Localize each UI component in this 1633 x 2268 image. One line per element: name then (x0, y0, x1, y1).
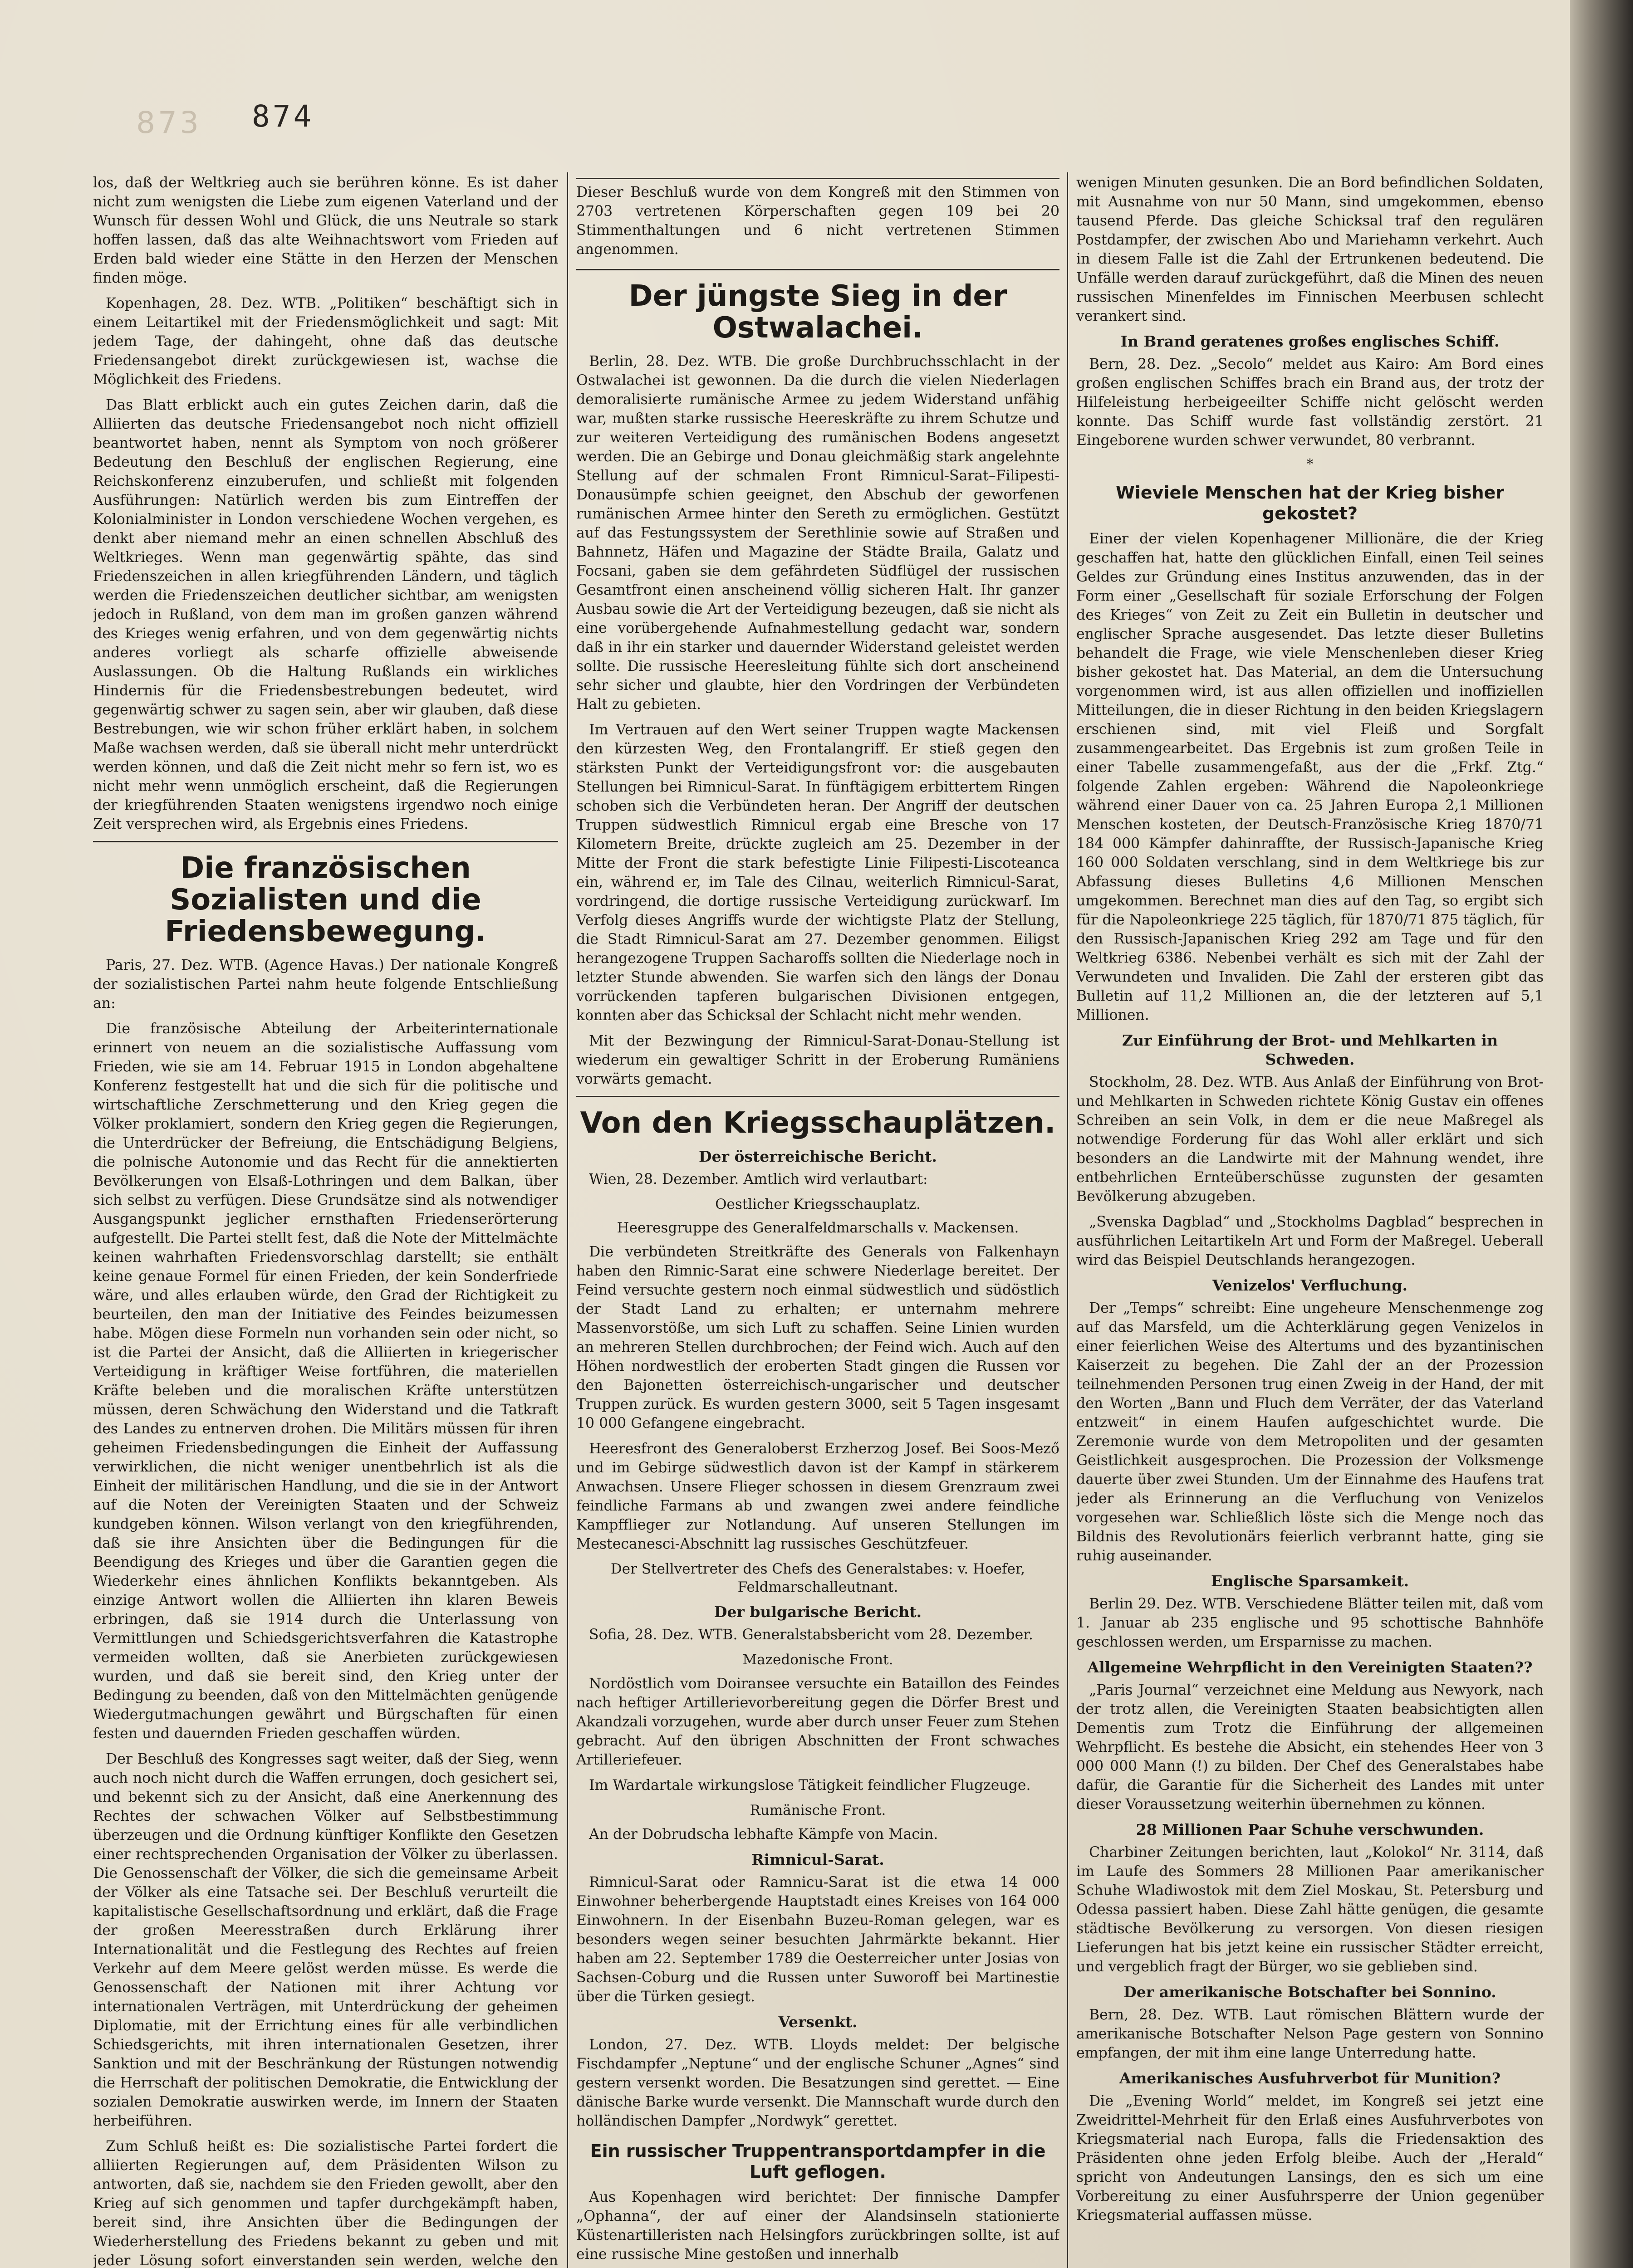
article-text: An der Dobrudscha lebhafte Kämpfe von Macin. (589, 1826, 938, 1843)
article-text: Zum Schluß heißt es: Die sozialistische Partei fordert die alliierten Regierungen auf, dem Präsidenten Wilson zu antworten, daß sie, nachdem sie den Frieden gewollt, aber den Krieg auf sich genommen und tapfer durchgekämpft haben, bereit sind, ihre Ansichten über die Bedingungen der Wiederherstellung des Friedens bekannt zu geben und mit jeder Lösung sofort einverstanden sein werden, welche den (93, 2138, 558, 2268)
article-text: Aus Kopenhagen wird berichtet: Der finnische Dampfer „Ophanna“, der auf einer der Alandsinseln stationierte Küstenartilleristen nach Helsingfors zurückbringen sollte, ist auf eine russische Mine gestoßen und innerhalb (576, 2189, 1059, 2263)
section-heading: Der österreichische Bericht. (698, 1148, 937, 1165)
section-heading: Der amerikanische Botschafter bei Sonnino. (1123, 1983, 1496, 2001)
star-separator: * (1306, 456, 1314, 472)
headline-socialists: Die französischen Sozialisten und die Friedensbewegung. (165, 851, 486, 948)
article-text: Dieser Beschluß wurde von dem Kongreß mit den Stimmen von 2703 vertretenen Körperschaften gegen 109 bei 20 Stimmenthaltungen und 6 nicht vertretenen Stimmen angenommen. (576, 184, 1059, 258)
centered-line: Mazedonische Front. (742, 1652, 893, 1668)
article-text: Der Beschluß des Kongresses sagt weiter, daß der Sieg, wenn auch noch nicht durch die Waffen errungen, doch gesichert sei, und bekennt sich zu der Ansicht, daß eine Anerkennung des Rechtes der schwachen Völker auf Selbstbestimmung überzeugen und die Ordnung künftiger Konflikte den Gesetzen einer rechtsprechenden Organisation der Völker zu überlassen. Die Genossenschaft der Völker, die sich die gemeinsame Arbeit der Völker als eine Tatsache sei. Der Beschluß verurteilt die kapitalistische Gesellschaftsordnung und erklärt, daß die Frage der großen Meeresstraßen durch Erklärung ihrer Internationalität und die Festlegung des Rechtes auf freien Verkehr auf dem Meere gelöst werden müsse. Es werde die Genossenschaft der Nationen mit ihrer Achtung vor internationalen Verträgen, mit Unterdrückung der geheimen Diplomatie, mit der Errichtung eines für alle verbindlichen Schiedsgerichts, mit ihren internationalen Gesetzen, ihrer Sanktion und mit der Beschränkung der Rüstungen notwendig die Herrschaft der politischen Demokratie, die Entwicklung der sozialen Demokratie auswirken werde, im Innern der Staaten herbeiführen. (93, 1751, 558, 2129)
article-text: Im Wardartale wirkungslose Tätigkeit feindlicher Flugzeuge. (589, 1777, 1031, 1794)
article-text: Charbiner Zeitungen berichten, laut „Kolokol“ Nr. 3114, daß im Laufe des Sommers 28 Millionen Paar amerikanischer Schuhe Wladiwostok mit dem Ziel Moskau, St. Petersburg und Odessa passiert haben. Diese Zahl hätte genügen, die gesamte städtische Bevölkerung zu versorgen. Von diesen riesigen Lieferungen hat bis jetzt keine ein russischer Städter erreicht, und vergeblich fragt der Bürger, wo sie geblieben sind. (1076, 1844, 1544, 1975)
headline-transport: Ein russischer Truppentransportdampfer in die Luft geflogen. (590, 2141, 1046, 2182)
headline-casualties: Wieviele Menschen hat der Krieg bisher gekostet? (1115, 483, 1505, 523)
column-3 (1076, 173, 1544, 2268)
section-heading: Zur Einführung der Brot- und Mehlkarten in Schweden. (1122, 1031, 1498, 1068)
article-text: Rimnicul-Sarat oder Ramnicu-Sarat ist die etwa 14 000 Einwohner beherbergende Hauptstadt eines Kreises von 164 000 Einwohnern. In der Eisenbahn Buzeu-Roman gelegen, war es besonders wegen seiner besuchten Jahrmärkte bekannt. Hier haben am 22. September 1789 die Oesterreicher unter Josias von Sachsen-Coburg und die Russen unter Suworoff bei Martinestie über die Türken gesiegt. (576, 1874, 1059, 2005)
article-text: „Svenska Dagblad“ und „Stockholms Dagblad“ besprechen in ausführlichen Leitartikeln Art und Form der Maßregel. Ueberall wird das Beispiel Deutschlands herangezogen. (1076, 1214, 1544, 1268)
column-1 (93, 173, 558, 2268)
headline-kriegsschauplaetze: Von den Kriegsschauplätzen. (580, 1106, 1056, 1140)
article-text: Wien, 28. Dezember. Amtlich wird verlautbart: (589, 1171, 928, 1188)
section-heading: Englische Sparsamkeit. (1211, 1572, 1409, 1590)
article-text: Die französische Abteilung der Arbeiterinternationale erinnert von neuem an die sozialistische Auffassung vom Frieden, wie sie am 14. Februar 1915 in London abgehaltene Konferenz festgestellt hat und die sich für die politische und wirtschaftliche Zerschmetterung und den Krieg gegen die Völker proklamiert, sondern den Krieg gegen die Regierungen, die Unterdrücker der Befreiung, die Entschädigung Belgiens, die polnische Autonomie und das Recht für die annektierten Bevölkerungen von Elsaß-Lothringen und dem Balkan, über sich selbst zu verfügen. Diese Grundsätze sind als notwendiger Ausgangspunkt jeglicher ernsthaften Friedenserörterung aufgestellt. Die Partei stellt fest, daß die Note der Mittelmächte keinen wahrhaften Friedensvorschlag darstellt; sie enthält keine genaue Formel für einen Frieden, der kein Sonderfriede wäre, und alles erlauben würde, den Grad der Richtigkeit zu beurteilen, den man der Initiative des Feindes beizumessen habe. Mögen diese Formeln nun vorhanden sein oder nicht, so ist die Partei der Ansicht, daß die Alliierten in kriegerischer Verteidigung in kräftiger Weise fortführen, die materiellen Kräfte beleben und die moralischen Kräfte unterstützen müssen, deren Schwächung den Widerstand und die Tatkraft des Landes zu entnerven drohen. Die Militärs müssen für ihren geheimen Friedensbedingungen die Einheit der Auffassung verwirklichen, die nicht weniger unentbehrlich ist als die Einheit der militärischen Handlung, und die sie in der Antwort auf die Noten der Vereinigten Staaten und der Schweiz kundgeben können. Wilson verlangt von den kriegführenden, daß sie ihre Ansichten über die Bedingungen für die Beendigung des Krieges und über die Garantien gegen die Wiederkehr eines ähnlichen Konflikts bekanntgeben. Als einzige Antwort wollen die Alliierten ihn klaren Beweis erbringen, daß sie 1914 durch die Unterlassung von Vermittlungen und Schiedsgerichtsverfahren die Katastrophe vermeiden wollten, daß sie Anerbieten zurückgewiesen wurden, und daß sie bereit sind, den Krieg unter der Bedingung zu beenden, daß von den Mittelmächten genügende Wiedergutmachungen gewährt und Bürgschaften für einen festen und dauernden Frieden geschaffen würden. (93, 1021, 558, 1742)
article-text: Stockholm, 28. Dez. WTB. Aus Anlaß der Einführung von Brot- und Mehlkarten in Schweden richtete König Gustav ein offenes Schreiben an sein Volk, in dem er die neue Maßregel als notwendige Forderung für das Wohl aller erklärt und sich besonders an die Landwirte mit der Mahnung wendet, ihre entbehrlichen Ernteüberschüsse zugunsten der gesamten Bevölkerung abzugeben. (1076, 1074, 1544, 1205)
article-text: Einer der vielen Kopenhagener Millionäre, die der Krieg geschaffen hat, hatte den glücklichen Einfall, einen Teil seines Geldes zur Gründung eines Institus anzuwenden, das in der Form einer „Gesellschaft für soziale Erforschung der Folgen des Krieges“ von Zeit zu Zeit ein Bulletin in deutscher und englischer Sprache ausgesendet. Das letzte dieser Bulletins behandelt die Frage, wie viele Menschenleben dieser Krieg bisher gekostet hat. Das Material, an dem die Untersuchung vorgenommen wird, ist aus allen offiziellen und inoffiziellen Mitteilungen, die in dieser Richtung in den beiden Kriegslagern erschienen sind, mit viel Fleiß und Sorgfalt zusammengearbeitet. Das Ergebnis ist zum großen Teile in einer Tabelle zusammengefaßt, aus der die „Frkf. Ztg.“ folgende Zahlen ergeben: Während die Napoleonkriege während einer Dauer von ca. 25 Jahren Europa 2,1 Millionen Menschen kosteten, der Deutsch-Französische Krieg 1870/71 184 000 Kämpfer dahinraffte, der Russisch-Japanische Krieg 160 000 Soldaten verschlang, sind in dem Weltkriege bis zur Abfassung dieses Bulletins 4,6 Millionen Menschen umgekommen. Berechnet man dies auf den Tag, so ergibt sich für die Napoleonkriege 225 täglich, für 1870/71 875 täglich, für den Russisch-Japanischen Krieg 292 am Tage und für den Weltkrieg 6386. Nebenbei verhält es sich mit der Zahl der Verwundeten und Invaliden. Die Zahl der ersteren gibt das Bulletin auf 11,2 Millionen an, die der letzteren auf 5,1 Millionen. (1076, 531, 1544, 1023)
column-rule-left (567, 172, 568, 2268)
page-edge-shadow (1570, 0, 1633, 2268)
section-heading: Amerikanisches Ausfuhrverbot für Munition? (1119, 2069, 1501, 2087)
section-heading: In Brand geratenes großes englisches Schiff. (1120, 332, 1500, 350)
headline-ostwalachei: Der jüngste Sieg in der Ostwalachei. (628, 279, 1007, 345)
article-text: los, daß der Weltkrieg auch sie berühren könne. Es ist daher nicht zum wenigsten die Liebe zum eigenen Vaterland und der Wunsch für dessen Wohl und Glück, die uns Neutrale so stark hoffen lassen, daß das alte Weihnachtswort vom Frieden auf Erden bald wieder eine Stätte in den Herzen der Menschen finden möge. (93, 175, 558, 286)
article-text: London, 27. Dez. WTB. Lloyds meldet: Der belgische Fischdampfer „Neptune“ und der englische Schuner „Agnes“ sind gestern versenkt worden. Die Besatzungen sind gerettet. — Eine dänische Barke wurde versenkt. Die Mannschaft wurde durch den holländischen Dampfer „Nordwyk“ gerettet. (576, 2037, 1059, 2129)
section-heading: 28 Millionen Paar Schuhe verschwunden. (1136, 1821, 1484, 1838)
section-heading: Der bulgarische Bericht. (714, 1603, 922, 1621)
article-text: Berlin, 28. Dez. WTB. Die große Durchbruchsschlacht in der Ostwalachei ist gewonnen. Da die durch die vielen Niederlagen demoralisierte rumänische Armee zu jedem Widerstand unfähig war, mußten starke russische Heereskräfte zu ihrem Schutze und zur weiteren Verteidigung des rumänischen Bodens angesetzt werden. Die an Gebirge und Donau gleichmäßig stark angelehnte Stellung auf der schmalen Front Rimnicul-Sarat–Filipesti-Donausümpfe schien geeignet, den Abschub der geworfenen rumänischen Armee hinter den Sereth zu ermöglichen. Gestützt auf das Festungssystem der Serethlinie sowie auf Straßen und Bahnnetz, Häfen und Magazine der Städte Braila, Galatz und Focsani, gaben sie dem gefährdeten Südflügel der russischen Gesamtfront einen anscheinend völlig sicheren Halt. Ihr ganzer Ausbau sowie die Art der Verteidigung bezeugen, daß sie nicht als eine vorübergehende Aufnahmestellung gedacht war, sondern daß in ihr ein starker und dauernder Widerstand geleistet werden sollte. Die russische Heeresleitung fühlte sich dort anscheinend sehr sicher und glaubte, hier den Vordringen der Verbündeten Halt zu gebieten. (576, 353, 1059, 713)
article-text: Kopenhagen, 28. Dez. WTB. „Politiken“ beschäftigt sich in einem Leitartikel mit der Friedensmöglichkeit und sagt: Mit jedem Tage, der dahingeht, ohne daß das deutsche Friedensangebot direkt zurückgewiesen ist, wachse die Möglichkeit des Friedens. (93, 295, 558, 388)
divider (576, 1096, 1059, 1097)
centered-line: Oestlicher Kriegsschauplatz. (715, 1196, 921, 1212)
centered-line: Rumänische Front. (750, 1802, 886, 1818)
article-text: Heeresfront des Generaloberst Erzherzog Josef. Bei Soos-Mező und im Gebirge südwestlich davon ist der Kampf in stärkerem Anwachsen. Unsere Flieger schossen in diesem Grenzraum zwei feindliche Farmans ab und zwangen zwei andere feindliche Kampfflieger zur Notlandung. Auf unseren Stellungen im Mestecanesci-Abschnitt lag russisches Geschützfeuer. (576, 1441, 1059, 1552)
faded-page-stamp: 873 (136, 105, 201, 140)
article-text: Im Vertrauen auf den Wert seiner Truppen wagte Mackensen den kürzesten Weg, den Frontalangriff. Er stieß gegen den stärksten Punkt der Verteidigungsfront vor: die ausgebauten Stellungen bei Rimnicul-Sarat. In fünftägigem erbittertem Ringen schoben sich die Verbündeten heran. Der Angriff der deutschen Truppen südwestlich Rimnicul ergab eine Bresche von 17 Kilometern Breite, drückte zugleich am 25. Dezember in der Mitte der Front die stark befestigte Linie Filipesti-Liscoteanca ein, während er, im Tale des Cilnau, weiterlich Rimnicul-Sarat, vordringend, die dortige russische Verteidigung zurückwarf. Im Verfolg dieses Angriffs wurde der wichtigste Platz der Stellung, die Stadt Rimnicul-Sarat am 27. Dezember genommen. Eiligst herangezogene Truppen Sacharoffs sollten die Niederlage noch in letzter Stunde abwenden. Sie warfen sich den längs der Donau vorrückenden tapferen bulgarischen Divisionen entgegen, konnten aber das Schicksal der Schlacht nicht mehr wenden. (576, 722, 1059, 1024)
section-heading: Allgemeine Wehrpflicht in den Vereinigten Staaten?? (1087, 1658, 1533, 1676)
centered-line: Heeresgruppe des Generalfeldmarschalls v. Mackensen. (617, 1220, 1019, 1236)
article-text: Nordöstlich vom Doiransee versuchte ein Bataillon des Feindes nach heftiger Artillerievorbereitung gegen die Dörfer Brest und Akandzali vorzugehen, wurde aber durch unser Feuer zum Stehen gebracht. Auf den übrigen Abschnitten der Front schwaches Artilleriefeuer. (576, 1676, 1059, 1768)
column-2 (576, 173, 1059, 2268)
article-text: Berlin 29. Dez. WTB. Verschiedene Blätter teilen mit, daß vom 1. Januar ab 235 englische und 95 schottische Bahnhöfe geschlossen werden, um Ersparnisse zu machen. (1076, 1596, 1544, 1650)
article-text: Bern, 28. Dez. „Secolo“ meldet aus Kairo: Am Bord eines großen englischen Schiffes brach ein Brand aus, der trotz der Hilfeleistung herbeigeeilter Schiffe nicht gelöscht werden konnte. Das Schiff wurde fast vollständig zerstört. 21 Eingeborene wurden schwer verwundet, 80 verbrannt. (1076, 356, 1544, 449)
section-heading: Venizelos' Verfluchung. (1212, 1276, 1408, 1294)
column-rule-right (1067, 172, 1068, 2268)
article-text: Der „Temps“ schreibt: Eine ungeheure Menschenmenge zog auf das Marsfeld, um die Achterklärung gegen Venizelos in einer feierlichen Weise des Altertums und des byzantinischen Kaiserzeit zu begehen. Die Zahl der an der Prozession teilnehmenden Personen trug einen Zweig in der Hand, der mit den Worten „Bann und Fluch dem Verräter, der das Vaterland entzweit“ in einem Haufen aufgeschichtet wurde. Die Zeremonie wurde von dem Metropoliten und der gesamten Geistlichkeit ausgesprochen. Die Prozession der Volksmenge dauerte über zwei Stunden. Um der Einnahme des Haufens trat jeder als Erinnerung an die Verfluchung von Venizelos vorgesehen war. Schließlich löste sich die Menge noch das Bildnis des Revolutionärs feierlich verbrannt hatte, ging sie ruhig auseinander. (1076, 1300, 1544, 1564)
article-text: Mit der Bezwingung der Rimnicul-Sarat-Donau-Stellung ist wiederum ein gewaltiger Schritt in der Eroberung Rumäniens vorwärts gemacht. (576, 1033, 1059, 1087)
article-text: Das Blatt erblickt auch ein gutes Zeichen darin, daß die Alliierten das deutsche Friedensangebot noch nicht offiziell beantwortet haben, nennt als Symptom von noch größerer Bedeutung den Beschluß der englischen Regierung, eine Reichskonferenz einzuberufen, und schließt mit folgenden Ausführungen: Natürlich werden bis zum Eintreffen der Kolonialminister in London verschiedene Wochen vergehen, es denkt aber niemand mehr an einen schnellen Abschluß des Weltkrieges. Wenn man gegenwärtig spähte, das sind Friedenszeichen in allen kriegführenden Ländern, und täglich werden die Friedenszeichen deutlicher sichtbar, am wenigsten jedoch in Rußland, von dem man im großen ganzen während des Krieges wenig erfahren, und von dem gegenwärtig nichts anderes vorliegt als scharfe offizielle abweisende Auslassungen. Ob die Haltung Rußlands ein wirkliches Hindernis für die Friedensbestrebungen bedeutet, wird gegenwärtig schwer zu sagen sein, aber wir glauben, daß diese Bestrebungen, wie wir schon früher erklärt haben, in solchem Maße wachsen werden, daß sie überall nicht mehr unterdrückt werden können, und daß die Zeit nicht mehr so fern ist, wo es nicht mehr wenn unmöglich erscheint, daß die Regierungen der kriegführenden Staaten wenigstens irgendwo noch einige Zeit versprechen wird, als Ergebnis eines Friedens. (93, 397, 558, 832)
article-text: Bern, 28. Dez. WTB. Laut römischen Blättern wurde der amerikanische Botschafter Nelson Page gestern von Sonnino empfangen, der mit ihm eine lange Unterredung hatte. (1076, 2007, 1544, 2061)
centered-line: Der Stellvertreter des Chefs des Generalstabes: v. Hoefer, Feldmarschalleutnant. (610, 1561, 1025, 1595)
framed-notice (576, 178, 1059, 270)
page-number: 874 (252, 99, 314, 134)
article-text: Die „Evening World“ meldet, im Kongreß sei jetzt eine Zweidrittel-Mehrheit für den Erlaß eines Ausfuhrverbotes von Kriegsmaterial nach Europa, falls die Friedensaktion des Präsidenten ohne jeden Erfolg bleibe. Auch der „Herald“ spricht von Andeutungen Lansings, den es sich um eine Vorbereitung zu einer Ausfuhrsperre der Union gegenüber Kriegsmaterial auffassen müsse. (1076, 2093, 1544, 2224)
divider (93, 841, 558, 842)
section-heading: Versenkt. (778, 2013, 858, 2031)
article-text: Paris, 27. Dez. WTB. (Agence Havas.) Der nationale Kongreß der sozialistischen Partei nahm heute folgende Entschließung an: (93, 957, 558, 1012)
article-text: „Paris Journal“ verzeichnet eine Meldung aus Newyork, nach der trotz allen, die Vereinigten Staaten beabsichtigten allen Dementis zum Trotz die Einführung der allgemeinen Wehrpflicht. Es bestehe die Absicht, ein stehendes Heer von 3 000 000 Mann (!) zu bilden. Der Chef des Generalstabes habe dafür, die Garantie für die Sicherheit des Landes mit unter dieser Voraussetzung weiterhin übernehmen zu können. (1076, 1682, 1544, 1813)
section-heading: Rimnicul-Sarat. (751, 1851, 884, 1868)
article-text: Sofia, 28. Dez. WTB. Generalstabsbericht vom 28. Dezember. (589, 1627, 1033, 1643)
article-text: wenigen Minuten gesunken. Die an Bord befindlichen Soldaten, mit Ausnahme von nur 50 Mann, sind umgekommen, ebenso tausend Pferde. Das gleiche Schicksal traf den regulären Postdampfer, der zwischen Abo und Mariehamn verkehrt. Auch in diesem Falle ist die Zahl der Ertrunkenen bedeutend. Die Unfälle werden darauf zurückgeführt, daß die Minen des neuen russischen Minenfeldes im Finnischen Meerbusen schlecht verankert sind. (1076, 175, 1544, 324)
article-text: Die verbündeten Streitkräfte des Generals von Falkenhayn haben den Rimnic-Sarat eine schwere Niederlage bereitet. Der Feind versuchte gestern noch einmal südwestlich und südöstlich der Stadt Land zu erhalten; er unternahm mehrere Massenvorstöße, um sich Luft zu schaffen. Seine Linien wurden an mehreren Stellen durchbrochen; der Feind wich. Auch auf den Höhen nordwestlich der eroberten Stadt gingen die Russen vor den Bajonetten österreichisch-ungarischer und deutscher Truppen zurück. Es wurden gestern 3000, seit 5 Tagen insgesamt 10 000 Gefangene eingebracht. (576, 1244, 1059, 1432)
